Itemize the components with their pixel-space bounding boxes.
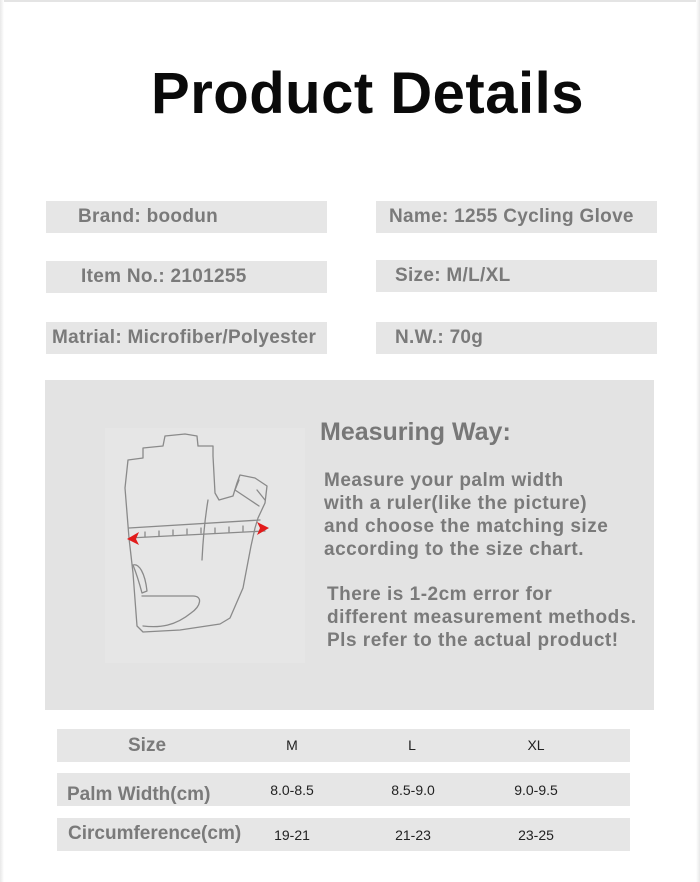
disclaimer-line: different measurement methods. <box>327 607 637 628</box>
spec-net-weight: N.W.: 70g <box>376 322 657 354</box>
spec-material: Matrial: Microfiber/Polyester <box>46 322 327 354</box>
instruction-line: according to the size chart. <box>324 539 584 560</box>
palm-width-label: Palm Width(cm) <box>67 784 211 805</box>
spec-item-no: Item No.: 2101255 <box>46 261 327 293</box>
spec-size: Size: M/L/XL <box>376 260 657 292</box>
circumference-label: Circumference(cm) <box>68 823 242 844</box>
spec-name: Name: 1255 Cycling Glove <box>376 201 657 233</box>
measuring-panel <box>45 380 654 710</box>
disclaimer-line: Pls refer to the actual product! <box>327 630 619 651</box>
size-chart-row-circumference <box>57 818 630 851</box>
size-header-label: Size <box>128 735 167 756</box>
size-chart-header-row <box>57 729 630 762</box>
instruction-line: with a ruler(like the picture) <box>324 493 588 514</box>
size-header-l: L <box>408 737 416 753</box>
palm-width-l: 8.5-9.0 <box>391 782 435 798</box>
instruction-line: Measure your palm width <box>324 470 564 491</box>
disclaimer-line: There is 1-2cm error for <box>327 584 553 605</box>
circumference-xl: 23-25 <box>518 827 554 843</box>
left-border <box>0 0 4 882</box>
circumference-m: 19-21 <box>274 827 310 843</box>
measuring-instructions <box>324 469 608 561</box>
top-border <box>0 0 700 2</box>
measuring-title: Measuring Way: <box>320 418 511 446</box>
size-header-m: M <box>286 737 298 753</box>
instruction-line: and choose the matching size <box>324 516 609 537</box>
measuring-disclaimer <box>327 583 637 652</box>
palm-width-m: 8.0-8.5 <box>270 782 314 798</box>
right-border <box>696 0 700 882</box>
page-title: Product Details <box>151 61 584 126</box>
circumference-l: 21-23 <box>395 827 431 843</box>
glove-measure-icon <box>105 428 305 663</box>
spec-brand: Brand: boodun <box>46 201 327 233</box>
glove-illustration <box>105 428 305 663</box>
size-chart-row-palm-width <box>57 773 630 806</box>
palm-width-xl: 9.0-9.5 <box>514 782 558 798</box>
size-header-xl: XL <box>527 737 545 753</box>
